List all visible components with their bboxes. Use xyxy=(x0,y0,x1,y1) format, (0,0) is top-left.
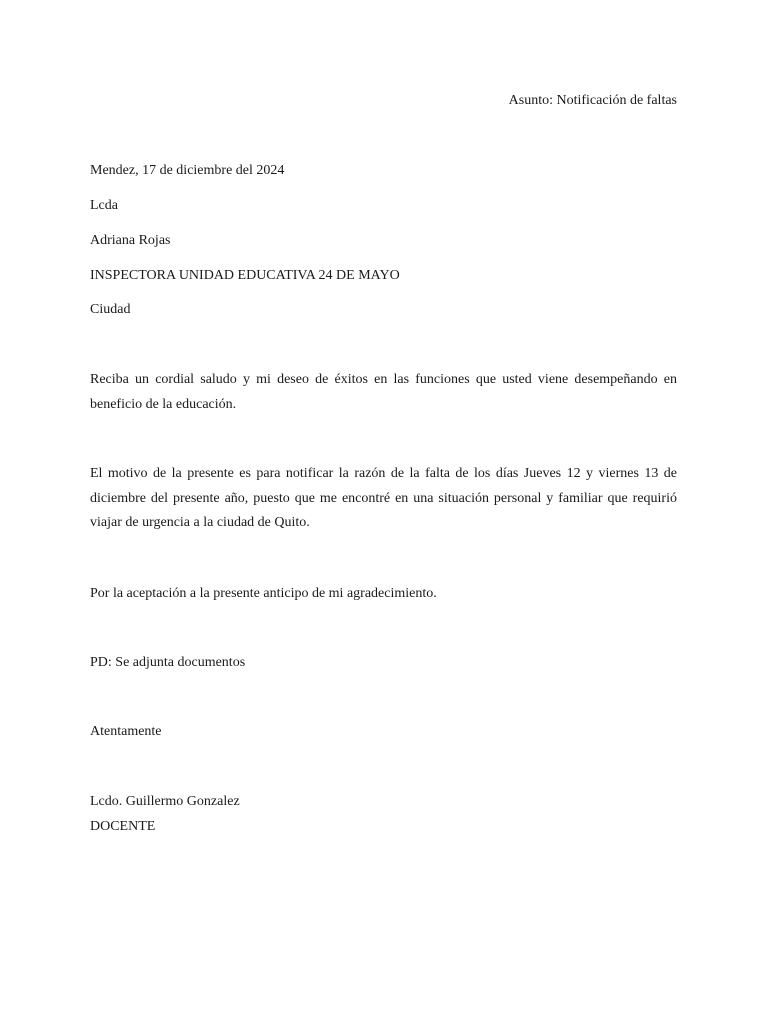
recipient-city: Ciudad xyxy=(90,302,131,317)
postscript: PD: Se adjunta documentos xyxy=(90,655,246,670)
signature-role: DOCENTE xyxy=(90,819,156,834)
closing: Atentamente xyxy=(90,724,162,739)
recipient-title: Lcda xyxy=(90,198,118,213)
thanks-paragraph: Por la aceptación a la presente anticipo de mi agradecimiento. xyxy=(90,586,437,601)
recipient-position: INSPECTORA UNIDAD EDUCATIVA 24 DE MAYO xyxy=(90,268,400,283)
body-paragraph: El motivo de la presente es para notificar la razón de la falta de los días Jueves 12 y viernes 13 de diciembre del presente año, puesto que me encontré en una situación personal y familiar que requirió viajar de urgencia a la ciudad de Quito. xyxy=(90,466,677,530)
date-line: Mendez, 17 de diciembre del 2024 xyxy=(90,163,285,178)
recipient-name: Adriana Rojas xyxy=(90,233,171,248)
signature-name: Lcdo. Guillermo Gonzalez xyxy=(90,794,240,809)
letter-subject: Asunto: Notificación de faltas xyxy=(508,93,677,108)
greeting-paragraph: Reciba un cordial saludo y mi deseo de éxitos en las funciones que usted viene desempeñando en beneficio de la educación. xyxy=(90,372,677,412)
